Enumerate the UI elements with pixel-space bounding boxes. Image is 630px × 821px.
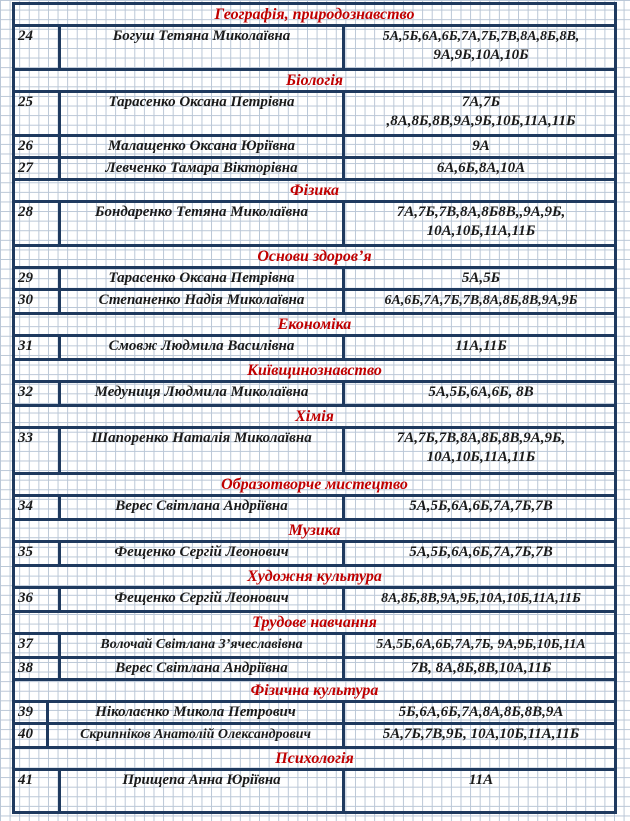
class-list [345, 93, 617, 134]
row-number: 36 [18, 590, 33, 606]
table-row [12, 700, 617, 722]
section-header [12, 68, 617, 90]
table-row [12, 380, 617, 404]
row-number: 35 [18, 544, 33, 560]
section-title: Художня культура [247, 568, 382, 585]
section-header [12, 404, 617, 426]
table-row [12, 768, 617, 814]
class-list-line: 6А,6Б,8А,10А [436, 160, 526, 176]
teacher-name: Богуш Тетяна Миколаївна [58, 27, 345, 68]
class-list [345, 543, 617, 564]
class-list-line: ,8А,8Б,8В,9А,9Б,10Б,11А,11Б [386, 113, 576, 129]
class-list [345, 771, 617, 811]
row-number: 31 [18, 338, 33, 354]
class-list [345, 137, 617, 156]
class-list [345, 337, 617, 358]
section-header [12, 178, 617, 200]
class-list [345, 725, 617, 746]
teacher-name: Смовж Людмила Василівна [58, 337, 345, 358]
class-list-line: 6А,6Б,7А,7Б,7В,8А,8Б,8В,9А,9Б [384, 293, 578, 308]
class-list-line: 11А [468, 772, 494, 788]
table-row [12, 24, 617, 68]
table-row [12, 134, 617, 156]
table-row [12, 540, 617, 564]
class-list-line: 7А,7Б [461, 94, 501, 110]
section-title: Біологія [285, 72, 343, 89]
table-row [12, 656, 617, 678]
table-row [12, 90, 617, 134]
class-list [345, 269, 617, 288]
table-row [12, 722, 617, 746]
class-list-line: 11А,11Б [455, 338, 507, 354]
class-list-line: 7А,7Б,7В,8А,8Б,8В,9А,9Б, [396, 430, 566, 446]
class-list [345, 291, 617, 312]
row-number: 41 [18, 772, 33, 788]
class-list-line: 5А,5Б [461, 270, 501, 286]
section-header [12, 312, 617, 334]
table-left-border [12, 2, 15, 814]
section-title: Фізика [290, 182, 339, 199]
class-list [345, 27, 617, 68]
class-list [345, 429, 617, 472]
section-header [12, 678, 617, 700]
table-row [12, 288, 617, 312]
table-row [12, 266, 617, 288]
row-number: 30 [18, 292, 33, 308]
teacher-name: Ніколаєнко Микола Петрович [46, 703, 345, 722]
section-header [12, 564, 617, 586]
class-list-line: 5А,5Б,6А,6Б, 8В [428, 384, 534, 400]
section-title: Хімія [295, 408, 334, 425]
teacher-name: Волочай Світлана З’ячеславівна [58, 635, 345, 656]
section-header [12, 518, 617, 540]
class-list-line: 5Б,6А,6Б,7А,8А,8Б,8В,9А [398, 704, 564, 720]
class-list-line: 10А,10Б,11А,11Б [426, 223, 536, 239]
table-row [12, 156, 617, 178]
class-list [345, 703, 617, 722]
section-title: Музика [288, 522, 341, 539]
table-row [12, 494, 617, 518]
class-list [345, 159, 617, 178]
row-number: 24 [18, 28, 33, 44]
table-row [12, 632, 617, 656]
class-list [345, 659, 617, 678]
row-number: 34 [18, 498, 33, 514]
teacher-name: Тарасенко Оксана Петрівна [58, 269, 345, 288]
class-list [345, 203, 617, 244]
row-number: 38 [18, 660, 33, 676]
row-number: 33 [18, 430, 33, 446]
section-title: Основи здоров’я [257, 248, 372, 265]
section-header [12, 244, 617, 266]
table-row [12, 200, 617, 244]
section-title: Географія, природознавство [214, 6, 415, 23]
teacher-name: Фещенко Сергій Леонович [58, 543, 345, 564]
teacher-name: Шапоренко Наталія Миколаївна [58, 429, 345, 472]
teacher-name: Тарасенко Оксана Петрівна [58, 93, 345, 134]
table-row [12, 426, 617, 472]
section-header [12, 2, 617, 24]
class-list [345, 589, 617, 610]
class-list [345, 635, 617, 656]
section-title: Психологія [275, 750, 354, 767]
teacher-name: Прищепа Анна Юріївна [58, 771, 345, 811]
section-title: Економіка [277, 316, 352, 333]
teacher-name: Верес Світлана Андріївна [58, 659, 345, 678]
row-number: 27 [18, 160, 33, 176]
teacher-name: Степаненко Надія Миколаївна [58, 291, 345, 312]
class-list-line: 5А,5Б,6А,6Б,7А,7Б,7В [409, 498, 553, 514]
class-list-line: 8А,8Б,8В,9А,9Б,10А,10Б,11А,11Б [381, 591, 581, 606]
row-number: 26 [18, 138, 33, 154]
table-right-border [614, 2, 617, 814]
teacher-name: Левченко Тамара Вікторівна [58, 159, 345, 178]
class-list-line: 5А,7Б,7В,9Б, 10А,10Б,11А,11Б [382, 726, 580, 742]
row-number: 28 [18, 204, 33, 220]
row-number: 37 [18, 636, 33, 652]
section-title: Київщинознавство [247, 362, 382, 379]
class-list-line: 5А,5Б,6А,6Б,7А,7Б, 9А,9Б,10Б,11А [376, 637, 586, 652]
table-row [12, 334, 617, 358]
teacher-name: Бондаренко Тетяна Миколаївна [58, 203, 345, 244]
class-list [345, 383, 617, 404]
class-list-line: 7А,7Б,7В,8А,8Б8В,,9А,9Б, [396, 204, 566, 220]
teacher-name: Скрипніков Анатолій Олександрович [46, 725, 345, 746]
teacher-name: Малащенко Оксана Юріївна [58, 137, 345, 156]
class-list-line: 5А,5Б,6А,6Б,7А,7Б,7В,8А,8Б,8В, [382, 29, 580, 44]
section-title: Образотворче мистецтво [221, 476, 408, 493]
row-number: 39 [18, 704, 33, 720]
section-header [12, 358, 617, 380]
teacher-name: Фещенко Сергій Леонович [58, 589, 345, 610]
section-header [12, 610, 617, 632]
class-list-line: 10А,10Б,11А,11Б [426, 449, 536, 465]
class-list [345, 497, 617, 518]
class-list-line: 9А [472, 138, 490, 154]
table-row [12, 586, 617, 610]
section-header [12, 746, 617, 768]
row-number: 29 [18, 270, 33, 286]
teacher-name: Верес Світлана Андріївна [58, 497, 345, 518]
section-title: Трудове навчання [252, 614, 377, 631]
class-list-line: 9А,9Б,10А,10Б [433, 47, 529, 63]
class-list-line: 7В, 8А,8Б,8В,10А,11Б [410, 660, 552, 676]
teacher-name: Медуниця Людмила Миколаївна [58, 383, 345, 404]
row-number: 32 [18, 384, 33, 400]
section-header [12, 472, 617, 494]
class-list-line: 5А,5Б,6А,6Б,7А,7Б,7В [409, 544, 553, 560]
row-number: 25 [18, 94, 33, 110]
section-title: Фізична культура [250, 682, 379, 699]
row-number: 40 [18, 726, 33, 742]
